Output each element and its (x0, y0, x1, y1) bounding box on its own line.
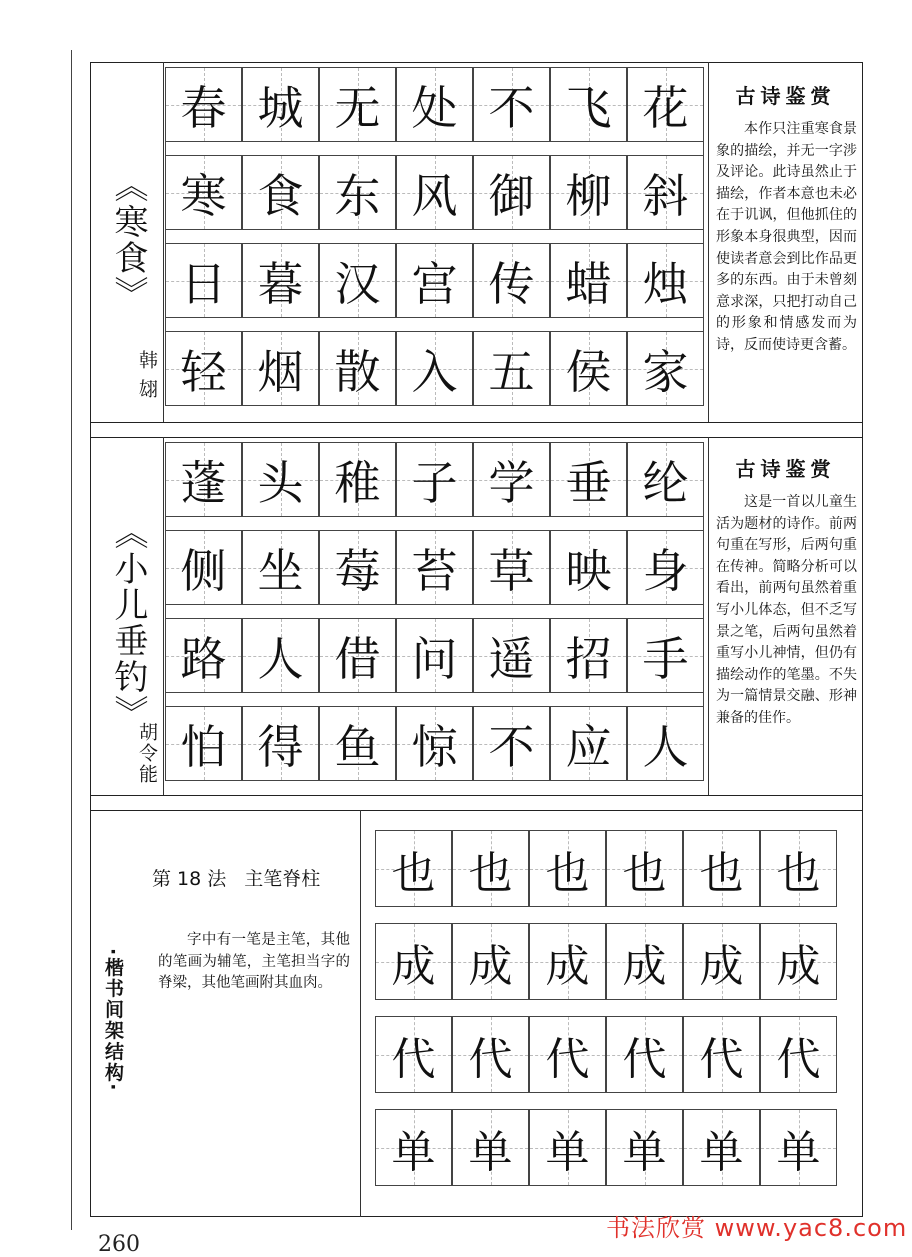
practice-cell (452, 1016, 529, 1093)
character-cell (165, 155, 242, 230)
character-cell (396, 155, 473, 230)
character: 苔 (411, 543, 458, 598)
character: 无 (334, 80, 381, 135)
row-gap (165, 517, 704, 530)
character: 斜 (642, 168, 689, 223)
character: 怕 (180, 719, 227, 774)
method-divider (360, 810, 361, 1217)
row-gap (165, 605, 704, 618)
section-label: ·楷书间架结构· (102, 948, 124, 1093)
practice-cell (606, 923, 683, 1000)
character-cell (319, 530, 396, 605)
character-cell (627, 706, 704, 781)
poem1-appreciation (708, 80, 863, 357)
character-cell (319, 706, 396, 781)
method-title-name: 主笔脊柱 (244, 868, 321, 890)
character-cell (396, 243, 473, 318)
character: 寒 (180, 168, 227, 223)
practice-cell (683, 923, 760, 1000)
practice-character: 单 (391, 1126, 436, 1178)
character-cell (396, 67, 473, 142)
character: 草 (488, 543, 535, 598)
practice-cell (760, 1109, 837, 1186)
section-divider-1b (90, 437, 863, 438)
character-cell (473, 618, 550, 693)
character-cell (550, 706, 627, 781)
practice-character: 成 (776, 940, 821, 992)
character: 烟 (257, 344, 304, 399)
character-cell (627, 331, 704, 406)
poem1-title-divider (163, 62, 164, 422)
row-gap (165, 693, 704, 706)
practice-character: 单 (699, 1126, 744, 1178)
character-cell (627, 155, 704, 230)
poem2-appreciation (708, 453, 863, 730)
practice-cell (452, 830, 529, 907)
practice-character: 也 (468, 847, 513, 899)
section-divider-2 (90, 795, 863, 796)
method-title-number: 第 18 法 (152, 868, 227, 890)
practice-cell (375, 1016, 452, 1093)
practice-character: 代 (391, 1033, 436, 1085)
practice-cell (606, 1016, 683, 1093)
character: 御 (488, 168, 535, 223)
character: 身 (642, 543, 689, 598)
character-cell (473, 442, 550, 517)
character: 头 (257, 455, 304, 510)
character: 宫 (411, 256, 458, 311)
character-cell (242, 331, 319, 406)
character: 不 (488, 80, 535, 135)
practice-cell (683, 1016, 760, 1093)
character-cell (550, 530, 627, 605)
practice-cell (452, 1109, 529, 1186)
poem1-appreciation-text: 本作只注重寒食景象的描绘，并无一字涉及评论。此诗虽然止于描绘，作者本意也未必在于讥讽，但他抓住的形象本身很典型，因而使读者意会到比作品更多的东西。由于未曾刻意求深，只把打动自己的形象和情感发而为诗，反而使诗更含蓄。 (716, 121, 857, 353)
character-cell (165, 530, 242, 605)
character: 应 (565, 719, 612, 774)
character: 鱼 (334, 719, 381, 774)
practice-character: 代 (545, 1033, 590, 1085)
character: 散 (334, 344, 381, 399)
character: 侯 (565, 344, 612, 399)
character: 侧 (180, 543, 227, 598)
character-cell (627, 442, 704, 517)
practice-cell (683, 830, 760, 907)
character: 借 (334, 631, 381, 686)
practice-character: 成 (622, 940, 667, 992)
character: 家 (642, 344, 689, 399)
character: 入 (411, 344, 458, 399)
character-cell (550, 442, 627, 517)
poem1-appreciation-heading: 古诗鉴赏 (735, 84, 836, 108)
character-cell (473, 331, 550, 406)
character-cell (242, 530, 319, 605)
character-cell (396, 706, 473, 781)
poem2-appreciation-text: 这是一首以儿童生活为题材的诗作。前两句重在写形，后两句重在传神。简略分析可以看出，前两句虽然着重写小儿体态，但不乏写景之笔，后两句虽然着重写小儿神情，但仍有描绘动作的笔墨。不失为一篇情景交融、形神兼备的佳作。 (716, 494, 857, 726)
practice-character: 代 (622, 1033, 667, 1085)
character: 纶 (642, 455, 689, 510)
section-divider-1 (90, 422, 863, 423)
poem2-title: 《小儿垂钓》 (108, 515, 148, 731)
practice-cell (606, 830, 683, 907)
practice-character: 单 (776, 1126, 821, 1178)
character: 招 (565, 631, 612, 686)
character-cell (319, 67, 396, 142)
practice-cell (375, 830, 452, 907)
character: 食 (257, 168, 304, 223)
character-cell (550, 331, 627, 406)
character: 烛 (642, 256, 689, 311)
character: 遥 (488, 631, 535, 686)
character-cell (627, 243, 704, 318)
practice-character: 代 (468, 1033, 513, 1085)
practice-cell (683, 1109, 760, 1186)
character-cell (165, 442, 242, 517)
practice-cell (375, 1109, 452, 1186)
practice-cell (529, 830, 606, 907)
character-cell (550, 243, 627, 318)
character: 问 (411, 631, 458, 686)
character-cell (627, 67, 704, 142)
character: 五 (488, 344, 535, 399)
practice-cell (529, 923, 606, 1000)
character-cell (473, 67, 550, 142)
page-edge-line (71, 50, 72, 1230)
character-cell (242, 155, 319, 230)
practice-character: 单 (545, 1126, 590, 1178)
method-title (152, 864, 320, 891)
character-cell (396, 530, 473, 605)
poem1-title: 《寒食》 (108, 168, 148, 312)
practice-character: 成 (699, 940, 744, 992)
character: 蜡 (565, 256, 612, 311)
practice-character: 代 (776, 1033, 821, 1085)
row-gap (165, 142, 704, 155)
character-cell (242, 706, 319, 781)
character: 暮 (257, 256, 304, 311)
practice-character: 成 (391, 940, 436, 992)
practice-character: 成 (468, 940, 513, 992)
character-cell (242, 67, 319, 142)
practice-character: 成 (545, 940, 590, 992)
character-cell (165, 243, 242, 318)
poem2-poet: 胡令能 (136, 722, 158, 785)
character: 春 (180, 80, 227, 135)
practice-character: 也 (776, 847, 821, 899)
practice-character: 也 (699, 847, 744, 899)
character-cell (473, 155, 550, 230)
character: 映 (565, 543, 612, 598)
row-gap (165, 318, 704, 331)
character-cell (242, 442, 319, 517)
character: 轻 (180, 344, 227, 399)
character: 传 (488, 256, 535, 311)
practice-cell (452, 923, 529, 1000)
character: 东 (334, 168, 381, 223)
watermark: 书法欣赏 www.yac8.com (606, 1214, 908, 1242)
character-cell (396, 618, 473, 693)
character: 莓 (334, 543, 381, 598)
practice-cell (760, 923, 837, 1000)
character-cell (473, 243, 550, 318)
character: 坐 (257, 543, 304, 598)
character-cell (396, 331, 473, 406)
character: 蓬 (180, 455, 227, 510)
character-cell (319, 243, 396, 318)
character: 人 (642, 719, 689, 774)
practice-character: 代 (699, 1033, 744, 1085)
practice-character: 也 (622, 847, 667, 899)
character: 飞 (565, 80, 612, 135)
character-cell (550, 67, 627, 142)
practice-cell (529, 1109, 606, 1186)
character-cell (550, 618, 627, 693)
character: 学 (488, 455, 535, 510)
practice-cell (606, 1109, 683, 1186)
practice-cell (760, 1016, 837, 1093)
practice-cell (529, 1016, 606, 1093)
character: 子 (411, 455, 458, 510)
section-divider-2b (90, 810, 863, 811)
character: 惊 (411, 719, 458, 774)
row-gap (165, 230, 704, 243)
practice-character: 单 (468, 1126, 513, 1178)
character-cell (165, 618, 242, 693)
character-cell (396, 442, 473, 517)
character-cell (165, 706, 242, 781)
practice-cell (760, 830, 837, 907)
method-body: 字中有一笔是主笔，其他的笔画为辅笔，主笔担当字的脊梁，其他笔画附其血肉。 (158, 932, 350, 991)
character-cell (319, 155, 396, 230)
character: 柳 (565, 168, 612, 223)
practice-cell (375, 923, 452, 1000)
character: 日 (180, 256, 227, 311)
character-cell (242, 618, 319, 693)
poem2-appreciation-heading: 古诗鉴赏 (735, 457, 836, 481)
character-cell (319, 618, 396, 693)
character: 汉 (334, 256, 381, 311)
practice-character: 也 (545, 847, 590, 899)
character: 稚 (334, 455, 381, 510)
character-cell (550, 155, 627, 230)
character: 人 (257, 631, 304, 686)
character-cell (627, 618, 704, 693)
character: 得 (257, 719, 304, 774)
character: 路 (180, 631, 227, 686)
character: 处 (411, 80, 458, 135)
poem1-poet: 韩翃 (136, 350, 158, 408)
character: 风 (411, 168, 458, 223)
character-cell (319, 442, 396, 517)
character: 花 (642, 80, 689, 135)
page-number: 260 (98, 1232, 140, 1257)
character-cell (165, 67, 242, 142)
character-cell (242, 243, 319, 318)
character-cell (165, 331, 242, 406)
character-cell (473, 706, 550, 781)
character: 垂 (565, 455, 612, 510)
character: 手 (642, 631, 689, 686)
poem2-title-divider (163, 437, 164, 795)
character: 城 (257, 80, 304, 135)
practice-character: 单 (622, 1126, 667, 1178)
character-cell (473, 530, 550, 605)
character-cell (319, 331, 396, 406)
character: 不 (488, 719, 535, 774)
practice-character: 也 (391, 847, 436, 899)
character-cell (627, 530, 704, 605)
